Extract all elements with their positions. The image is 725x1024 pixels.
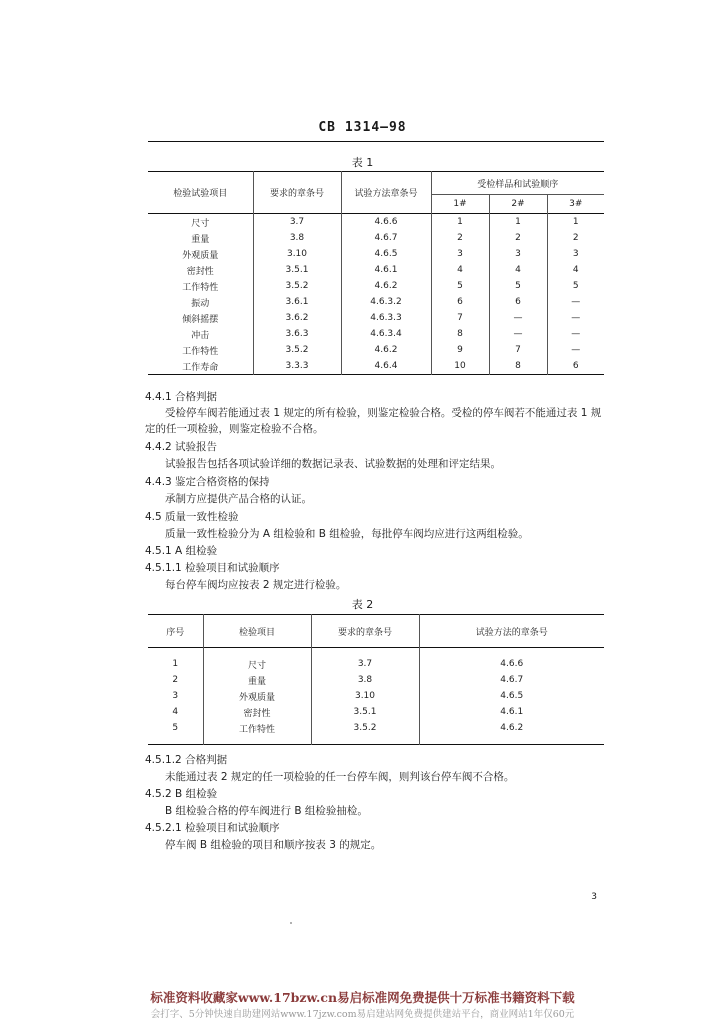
table-row bbox=[148, 688, 604, 704]
table-row bbox=[148, 214, 604, 231]
table1-cell-s3: 6 bbox=[572, 361, 579, 371]
table1-col-s2: 2# bbox=[489, 195, 547, 214]
section-4-5-2-title: 4.5.2 B 组检验 bbox=[145, 788, 218, 800]
table-row bbox=[148, 704, 604, 720]
table1-cell-req: 3.5.2 bbox=[253, 278, 341, 294]
table-row bbox=[148, 230, 604, 246]
table1-cell-req: 3.6.2 bbox=[253, 310, 341, 326]
table-row bbox=[148, 720, 604, 736]
table1-col-group: 受检样品和试验顺序 bbox=[431, 172, 604, 195]
table1-cell-req: 3.5.2 bbox=[253, 342, 341, 358]
section-4-4-3-body: 承制方应提供产品合格的认证。 bbox=[165, 493, 312, 505]
header-rule bbox=[148, 141, 604, 142]
table2-cell-method: 4.6.2 bbox=[500, 723, 524, 733]
table1-cell-method: 4.6.3.2 bbox=[341, 294, 431, 310]
table-row bbox=[148, 310, 604, 326]
table1-cell-s3: 5 bbox=[572, 281, 579, 291]
section-4-4-2-body: 试验报告包括各项试验详细的数据记录表、试验数据的处理和评定结果。 bbox=[165, 458, 501, 470]
table1-cell-item: 外观质量 bbox=[148, 246, 253, 262]
table-row bbox=[148, 246, 604, 262]
table1-cell-s1: 9 bbox=[431, 342, 489, 358]
table2-cell-no: 4 bbox=[148, 704, 203, 720]
table2-cell-req: 3.8 bbox=[311, 672, 419, 688]
table2-col-method: 试验方法的章条号 bbox=[475, 627, 548, 638]
section-4-5-title: 4.5 质量一致性检验 bbox=[145, 511, 239, 523]
table1-cell-item: 工作寿命 bbox=[148, 358, 253, 375]
table1-cell-s1: 2 bbox=[431, 230, 489, 246]
table-row bbox=[148, 326, 604, 342]
table-row bbox=[148, 294, 604, 310]
table1-cell-req: 3.7 bbox=[253, 214, 341, 231]
table2-cell-item: 密封性 bbox=[203, 704, 311, 720]
page-number: 3 bbox=[591, 892, 597, 902]
section-4-5-2-1-body: 停车阀 B 组检验的项目和顺序按表 3 的规定。 bbox=[165, 839, 382, 851]
table2-cell-method: 4.6.7 bbox=[500, 675, 524, 685]
table1-cell-method: 4.6.2 bbox=[341, 342, 431, 358]
section-4-5-2-body: B 组检验合格的停车阀进行 B 组检验抽检。 bbox=[165, 805, 368, 817]
table2-cell-item: 重量 bbox=[203, 672, 311, 688]
footer-link-line[interactable]: 标准资料收藏家www.17bzw.cn易启标准网免费提供十万标准书籍资料下载 bbox=[150, 990, 575, 1005]
table1-cell-req: 3.3.3 bbox=[253, 358, 341, 375]
table1-cell-s3: 3 bbox=[572, 249, 579, 259]
section-4-5-1-title: 4.5.1 A 组检验 bbox=[145, 545, 218, 557]
table2-cell-req: 3.5.1 bbox=[311, 704, 419, 720]
section-4-5-1-2-title: 4.5.1.2 合格判据 bbox=[145, 754, 228, 766]
table1-cell-req: 3.10 bbox=[253, 246, 341, 262]
table1-col-s1: 1# bbox=[431, 195, 489, 214]
table1-cell-req: 3.6.3 bbox=[253, 326, 341, 342]
table1-caption: 表 1 bbox=[351, 156, 374, 169]
table1-cell-item: 工作特性 bbox=[148, 342, 253, 358]
table1-cell-method: 4.6.5 bbox=[341, 246, 431, 262]
table1 bbox=[148, 171, 604, 375]
table2 bbox=[148, 614, 604, 745]
table1-cell-s2: 1 bbox=[489, 214, 547, 231]
table1-cell-method: 4.6.1 bbox=[341, 262, 431, 278]
table2-col-requirement: 要求的章条号 bbox=[311, 615, 419, 648]
table1-cell-s2: — bbox=[489, 310, 547, 326]
table1-cell-item: 尺寸 bbox=[148, 214, 253, 231]
table1-cell-s3: — bbox=[571, 345, 581, 355]
table1-cell-s3: 1 bbox=[572, 217, 579, 227]
table1-cell-item: 密封性 bbox=[148, 262, 253, 278]
section-4-5-2-1-title: 4.5.2.1 检验项目和试验顺序 bbox=[145, 822, 280, 834]
table1-col-requirement: 要求的章条号 bbox=[253, 172, 341, 214]
scan-speck bbox=[290, 922, 292, 924]
table2-caption: 表 2 bbox=[351, 598, 374, 611]
section-4-4-1-body: 受检停车阀若能通过表 1 规定的所有检验，则鉴定检验合格。受检的停车阀若不能通过表 1 规定的任一项检验，则鉴定检验不合格。 bbox=[145, 407, 602, 435]
section-4-5-1-1-title: 4.5.1.1 检验项目和试验顺序 bbox=[145, 562, 280, 574]
section-4-4-3-title: 4.4.3 鉴定合格资格的保持 bbox=[145, 476, 270, 488]
footer-ad-line[interactable]: 会打字、5分钟快速自助建网站www.17jzw.com易启建站网免费提供建站平台，商业网站1年仅60元 bbox=[150, 1009, 575, 1020]
table1-cell-item: 冲击 bbox=[148, 326, 253, 342]
table-row bbox=[148, 278, 604, 294]
table1-cell-method: 4.6.7 bbox=[341, 230, 431, 246]
section-4-4-2-title: 4.4.2 试验报告 bbox=[145, 441, 218, 453]
table2-cell-item: 工作特性 bbox=[203, 720, 311, 736]
table1-cell-s1: 6 bbox=[431, 294, 489, 310]
table1-cell-method: 4.6.3.3 bbox=[341, 310, 431, 326]
table1-cell-method: 4.6.3.4 bbox=[341, 326, 431, 342]
table2-col-no: 序号 bbox=[148, 615, 203, 648]
table1-cell-s1: 5 bbox=[431, 278, 489, 294]
table2-body bbox=[148, 648, 604, 745]
table1-cell-s3: — bbox=[571, 313, 581, 323]
table1-cell-s2: 2 bbox=[489, 230, 547, 246]
table1-cell-s2: 8 bbox=[489, 358, 547, 375]
table2-cell-req: 3.7 bbox=[311, 656, 419, 672]
table1-cell-s3: 2 bbox=[572, 233, 579, 243]
table2-cell-no: 3 bbox=[148, 688, 203, 704]
table1-col-s3: 3# bbox=[569, 199, 583, 209]
table-row bbox=[148, 358, 604, 375]
table1-cell-item: 振动 bbox=[148, 294, 253, 310]
table1-cell-s1: 3 bbox=[431, 246, 489, 262]
table-row bbox=[148, 262, 604, 278]
table1-cell-method: 4.6.6 bbox=[341, 214, 431, 231]
table2-cell-method: 4.6.1 bbox=[500, 707, 524, 717]
table1-cell-s3: — bbox=[571, 329, 581, 339]
table1-cell-s2: 6 bbox=[489, 294, 547, 310]
table1-cell-s2: 5 bbox=[489, 278, 547, 294]
table1-cell-item: 重量 bbox=[148, 230, 253, 246]
table1-cell-item: 倾斜摇摆 bbox=[148, 310, 253, 326]
table1-cell-s2: — bbox=[489, 326, 547, 342]
table2-cell-no: 1 bbox=[148, 656, 203, 672]
table1-col-method: 试验方法章条号 bbox=[341, 172, 431, 214]
table1-cell-s1: 10 bbox=[431, 358, 489, 375]
table1-cell-req: 3.8 bbox=[253, 230, 341, 246]
table1-cell-req: 3.5.1 bbox=[253, 262, 341, 278]
table1-cell-s1: 8 bbox=[431, 326, 489, 342]
section-4-4-1-title: 4.4.1 合格判据 bbox=[145, 391, 218, 403]
table1-cell-s3: — bbox=[571, 297, 581, 307]
table-row bbox=[148, 342, 604, 358]
table1-cell-item: 工作特性 bbox=[148, 278, 253, 294]
table-row bbox=[148, 656, 604, 672]
standard-number: CB 1314—98 bbox=[318, 120, 407, 135]
table1-cell-s1: 7 bbox=[431, 310, 489, 326]
table1-cell-s2: 7 bbox=[489, 342, 547, 358]
table2-cell-item: 外观质量 bbox=[203, 688, 311, 704]
table1-cell-req: 3.6.1 bbox=[253, 294, 341, 310]
table1-col-item: 检验试验项目 bbox=[148, 172, 253, 214]
section-4-5-body: 质量一致性检验分为 A 组检验和 B 组检验，每批停车阀均应进行这两组检验。 bbox=[165, 528, 529, 540]
table1-cell-s1: 1 bbox=[431, 214, 489, 231]
table2-cell-method: 4.6.5 bbox=[500, 691, 524, 701]
table2-cell-req: 3.10 bbox=[311, 688, 419, 704]
table2-cell-no: 2 bbox=[148, 672, 203, 688]
table1-cell-s3: 4 bbox=[572, 265, 579, 275]
table2-col-item: 检验项目 bbox=[203, 615, 311, 648]
table2-cell-item: 尺寸 bbox=[203, 656, 311, 672]
table1-cell-s2: 3 bbox=[489, 246, 547, 262]
section-4-5-1-2-body: 未能通过表 2 规定的任一项检验的任一台停车阀，则判该台停车阀不合格。 bbox=[165, 771, 515, 783]
table1-body bbox=[148, 214, 604, 375]
table2-cell-no: 5 bbox=[148, 720, 203, 736]
table1-cell-s1: 4 bbox=[431, 262, 489, 278]
section-4-5-1-1-body: 每台停车阀均应按表 2 规定进行检验。 bbox=[165, 579, 347, 591]
table-row bbox=[148, 672, 604, 688]
table1-cell-s2: 4 bbox=[489, 262, 547, 278]
table1-cell-method: 4.6.4 bbox=[341, 358, 431, 375]
table2-cell-method: 4.6.6 bbox=[500, 659, 524, 669]
table1-cell-method: 4.6.2 bbox=[341, 278, 431, 294]
table2-cell-req: 3.5.2 bbox=[311, 720, 419, 736]
